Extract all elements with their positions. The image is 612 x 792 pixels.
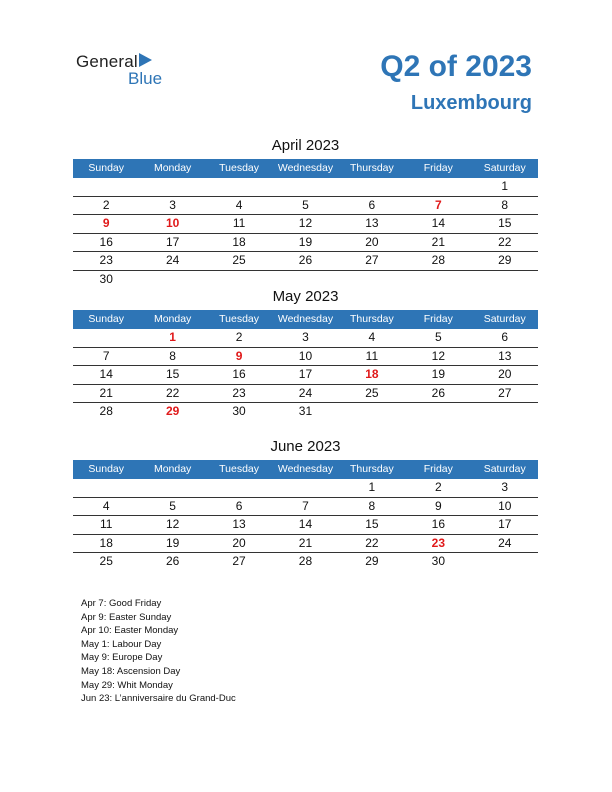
date-cell [206,271,272,289]
logo-word-blue: Blue [128,69,163,88]
date-cell: 10 [498,498,512,513]
weekday-header-row [73,310,538,329]
week-row [73,553,538,571]
date-cell [139,479,205,497]
holiday-date-cell: 23 [431,535,445,550]
country-name: Luxembourg [410,92,532,114]
week-row [73,498,538,517]
date-cell: 22 [498,234,512,249]
date-cell: 26 [431,385,445,400]
date-cell: 27 [365,253,379,267]
weekday-label: Tuesday [219,463,259,475]
week-row [73,366,538,385]
date-cell: 20 [498,367,512,381]
date-cell [339,271,405,289]
date-cell: 17 [498,517,512,531]
week-row [73,271,538,289]
date-cell: 12 [298,216,313,230]
date-cell: 14 [431,216,445,230]
month-title: April 2023 [271,137,340,154]
date-cell: 8 [368,498,376,513]
date-cell: 5 [434,330,442,344]
month-title: June 2023 [270,438,341,455]
date-cell: 12 [431,348,445,363]
holiday-date-cell: 18 [365,367,379,381]
date-cell: 13 [498,348,512,363]
holiday-list-item: May 18: Ascension Day [81,665,181,677]
holiday-date-cell: 7 [434,197,442,212]
date-cell: 19 [165,535,180,550]
date-cell [405,403,471,421]
date-cell: 13 [365,216,379,230]
date-cell: 2 [434,480,442,494]
date-cell: 26 [298,253,313,267]
date-cell: 2 [235,330,243,344]
weekday-label: Friday [423,463,453,475]
date-cell: 29 [365,554,379,568]
date-cell: 17 [165,234,180,249]
holiday-list-item: May 29: Whit Monday [81,679,173,691]
date-cell [405,271,471,289]
month-calendar-may [73,287,538,421]
weekday-label: Thursday [350,313,394,325]
week-row [73,178,538,197]
week-row [73,516,538,535]
date-cell [472,553,538,571]
date-cell: 30 [431,554,445,568]
date-cell: 24 [498,535,512,550]
holiday-date-cell: 29 [165,404,180,418]
date-cell: 2 [102,197,110,212]
holiday-date-cell: 1 [169,330,176,344]
date-cell: 6 [368,197,376,212]
date-cell: 27 [232,554,246,568]
week-row [73,385,538,404]
date-cell: 4 [235,197,243,212]
week-row [73,234,538,253]
date-cell: 26 [165,554,180,568]
date-cell: 20 [232,535,246,550]
date-cell: 21 [99,385,113,400]
quarter-title: Q2 of 2023 [380,50,532,83]
weekday-label: Tuesday [219,162,259,174]
weekday-label: Sunday [88,162,125,174]
date-cell: 15 [165,367,180,381]
date-cell: 19 [431,367,445,381]
weekday-label: Thursday [350,463,394,475]
holiday-list-item: Apr 10: Easter Monday [81,625,179,637]
date-cell: 3 [501,480,509,494]
week-row [73,479,538,498]
weekday-label: Wednesday [277,463,334,475]
date-cell: 8 [501,197,509,212]
date-cell [272,271,338,289]
date-cell: 6 [235,498,243,513]
holiday-date-cell: 9 [102,216,110,230]
date-cell: 4 [102,498,110,513]
date-cell: 11 [232,216,246,230]
weekday-label: Monday [153,162,192,174]
week-row [73,535,538,554]
week-row [73,348,538,367]
week-row [73,197,538,216]
date-cell: 13 [232,517,246,531]
month-calendar-april [73,136,538,288]
date-cell: 23 [232,385,246,400]
logo-word-general: General [76,52,138,71]
date-cell: 25 [232,253,246,267]
date-cell: 8 [169,348,176,363]
month-title: May 2023 [272,288,339,305]
date-cell: 1 [501,179,509,193]
weekday-label: Friday [423,313,453,325]
date-cell: 18 [99,535,113,550]
date-cell: 28 [298,554,313,568]
date-cell: 5 [302,197,309,212]
date-cell: 15 [498,216,512,230]
weekday-label: Saturday [483,162,526,174]
date-cell [272,479,338,497]
date-cell [405,178,471,196]
date-cell: 29 [498,253,512,267]
date-cell: 27 [498,385,512,400]
date-cell: 12 [165,517,180,531]
date-cell: 21 [298,535,313,550]
holiday-list [81,597,236,706]
date-cell: 30 [99,271,113,286]
date-cell: 23 [99,253,113,267]
weekday-label: Saturday [483,313,526,325]
weekday-label: Friday [423,162,453,174]
holiday-list-item: Jun 23: L’anniversaire du Grand-Duc [81,693,236,705]
date-cell [206,178,272,196]
date-cell: 17 [298,367,313,381]
date-cell: 11 [99,517,113,531]
weekday-label: Sunday [88,313,125,325]
date-cell: 4 [368,330,376,344]
date-cell: 5 [169,498,176,513]
holiday-date-cell: 10 [165,216,180,230]
date-cell: 1 [368,480,376,494]
date-cell: 20 [365,234,379,249]
week-row [73,252,538,271]
weekday-label: Wednesday [277,313,334,325]
date-cell: 25 [365,385,379,400]
date-cell: 16 [431,517,445,531]
date-cell: 9 [434,498,442,513]
date-cell: 24 [165,253,180,267]
date-cell [139,271,205,289]
holiday-list-item: May 1: Labour Day [81,638,162,650]
weekday-label: Monday [153,463,192,475]
date-cell: 31 [298,404,313,418]
date-cell [206,479,272,497]
date-cell: 11 [365,348,379,363]
month-calendar-june [73,437,538,571]
date-cell: 28 [99,404,113,418]
date-cell: 14 [99,367,113,381]
date-cell [73,329,139,347]
date-cell: 22 [365,535,379,550]
weekday-label: Sunday [88,463,125,475]
date-cell: 7 [302,498,309,513]
date-cell [339,178,405,196]
week-row [73,403,538,421]
logo-triangle-icon [139,53,153,67]
weekday-label: Thursday [350,162,394,174]
date-cell: 7 [102,348,110,363]
date-cell: 10 [298,348,313,363]
weekday-header-row [73,159,538,178]
date-cell: 16 [99,234,113,249]
date-cell: 19 [298,234,313,249]
weekday-label: Monday [153,313,192,325]
week-row [73,329,538,348]
date-cell [73,479,139,497]
holiday-date-cell: 9 [235,348,243,363]
date-cell: 14 [298,517,313,531]
date-cell: 6 [501,330,509,344]
date-cell: 18 [232,234,246,249]
date-cell: 21 [431,234,445,249]
date-cell: 3 [169,197,176,212]
holiday-list-item: Apr 9: Easter Sunday [81,611,172,623]
date-cell: 25 [99,554,113,568]
weekday-label: Tuesday [219,313,259,325]
date-cell: 15 [365,517,379,531]
date-cell: 3 [302,330,309,344]
date-cell [73,178,139,196]
date-cell: 30 [232,404,246,418]
date-cell: 28 [431,253,445,267]
date-cell [272,178,338,196]
date-cell [472,271,538,289]
week-row [73,215,538,234]
date-cell: 24 [298,385,313,400]
date-cell [339,403,405,421]
holiday-list-item: May 9: Europe Day [81,652,163,664]
weekday-label: Saturday [483,463,526,475]
weekday-header-row [73,460,538,479]
date-cell: 22 [165,385,180,400]
date-cell [472,403,538,421]
weekday-label: Wednesday [277,162,334,174]
date-cell [139,178,205,196]
holiday-list-item: Apr 7: Good Friday [81,598,162,609]
date-cell: 16 [232,367,246,381]
